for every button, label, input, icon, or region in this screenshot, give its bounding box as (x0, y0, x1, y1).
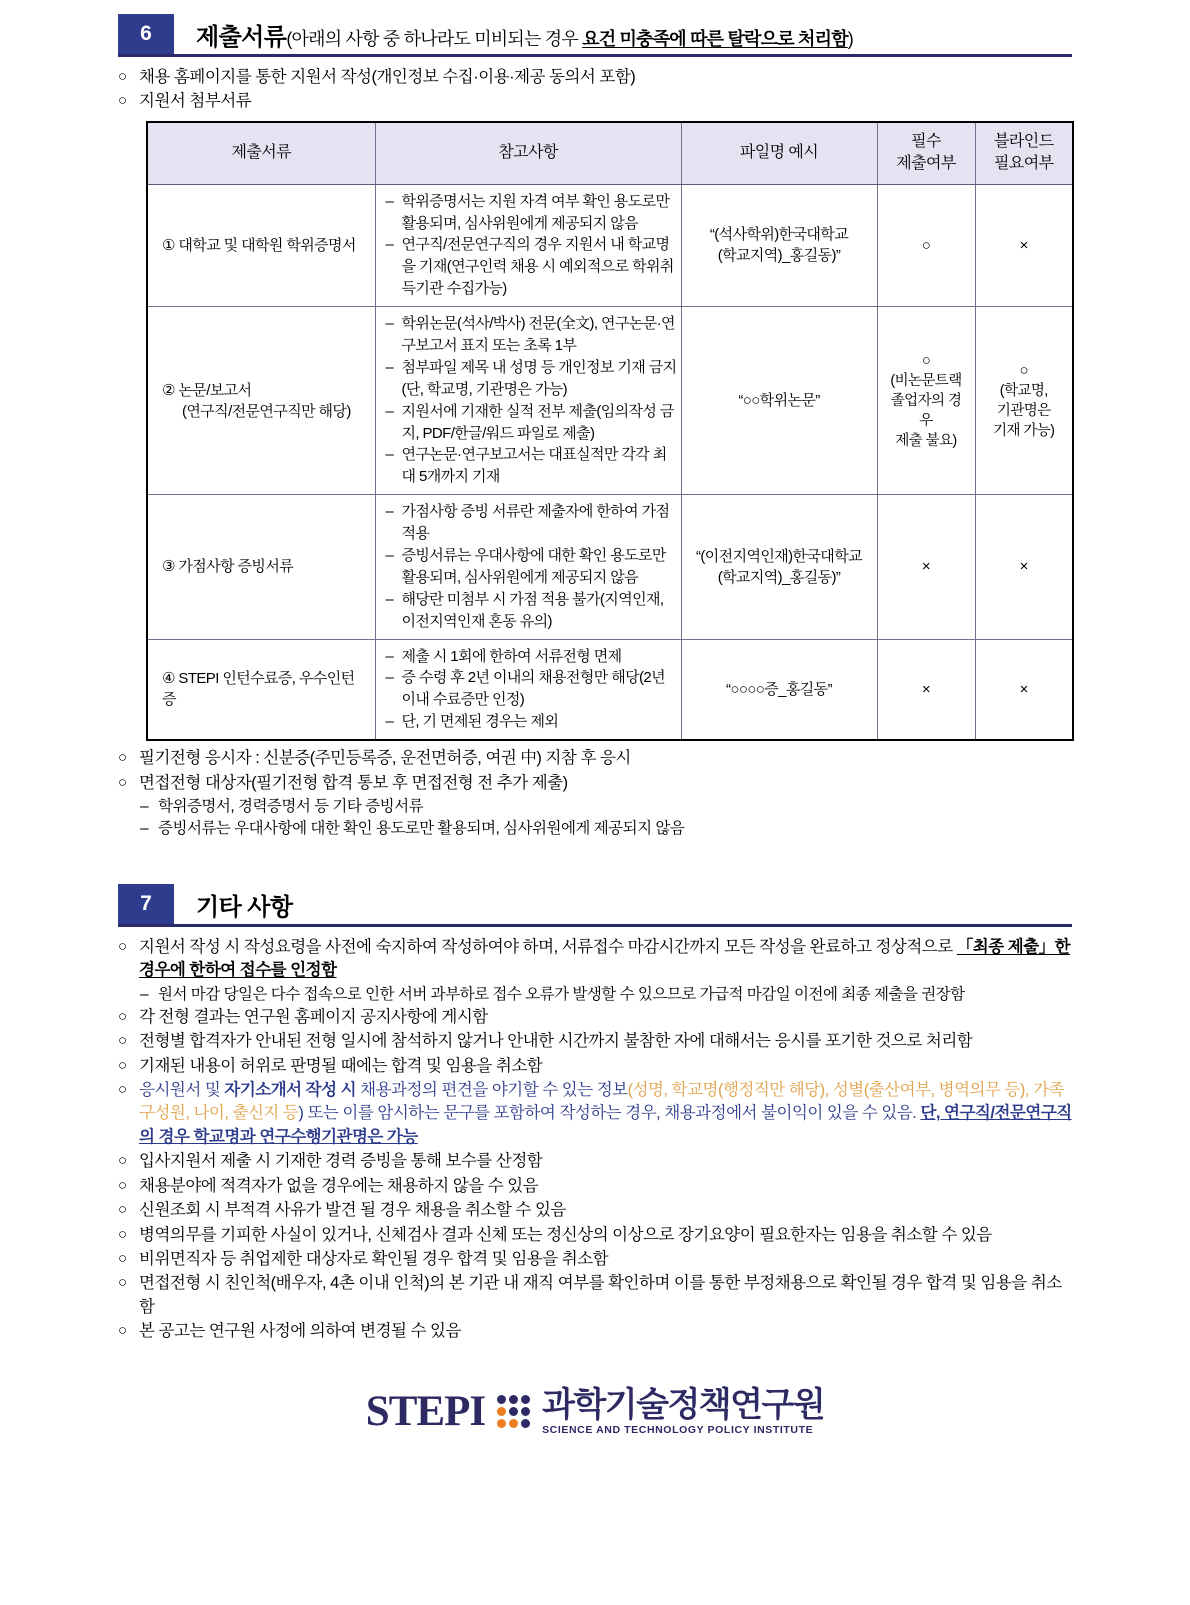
filename-line1: “(이전지역인재)한국대학교 (696, 547, 862, 565)
sub-bullet-text: 원서 마감 당일은 다수 접속으로 인한 서버 과부하로 접수 오류가 발생할 수 있으므로 가급적 마감일 이전에 최종 제출을 권장함 (158, 985, 965, 1003)
list-item (118, 66, 1072, 89)
note-text: 첨부파일 제목 내 성명 등 개인정보 기재 금지(단, 학교명, 기관명은 가능) (401, 358, 677, 398)
section-6-intro-bullets (118, 66, 1072, 114)
dash-icon: – (385, 647, 394, 665)
dash-icon: – (385, 446, 394, 464)
note-text: 학위논문(석사/박사) 전문(全文), 연구논문·연구보고서 표지 또는 초록 1부 (401, 315, 675, 354)
logo-text-block (542, 1385, 825, 1436)
column-header-notes: 참고사항 (375, 122, 681, 184)
logo-korean-name: 과학기술정책연구원 (542, 1385, 825, 1424)
blind-symbol: × (1019, 558, 1028, 576)
blind-symbol: ○ (1019, 362, 1028, 380)
table-row (147, 307, 1073, 495)
list-item-sub (118, 796, 1072, 818)
document-name-lead: ④ STEPI 인턴수료증, 우수인턴증 (162, 670, 355, 709)
note-line (386, 667, 677, 711)
filename-line1: “○○○○증_홍길동” (726, 680, 832, 698)
required-note-line2: 졸업자의 경우 (890, 393, 962, 430)
required-symbol: × (921, 680, 931, 698)
logo-dot (521, 1419, 530, 1428)
cell-blind (975, 639, 1073, 740)
sub-bullet-text: 증빙서류는 우대사항에 대한 확인 용도로만 활용되며, 심사위원에게 제공되지 않음 (158, 819, 685, 837)
bullet-text: 비위면직자 등 취업제한 대상자로 확인될 경우 합격 및 임용을 취소함 (139, 1250, 609, 1269)
bullet-text: 면접전형 대상자(필기전형 합격 통보 후 면접전형 전 추가 제출) (139, 773, 568, 792)
list-item (118, 936, 1072, 983)
note-text: 제출 시 1회에 한하여 서류전형 면제 (401, 647, 622, 665)
section-7-title-wrap (174, 884, 1072, 924)
document-name-lead: ② 논문/보고서 (162, 381, 252, 399)
note-line (386, 234, 677, 300)
section-6-number: 6 (118, 14, 174, 54)
dash-icon: – (385, 713, 394, 731)
logo-dot (521, 1395, 530, 1404)
item5-part1: 응시원서 및 (139, 1081, 225, 1100)
item5-orange: (성명, 학교명(행정직만 해당), 성별(출산여부, 병역의무 등), 가족구성원, 나이, 출신지 등 (139, 1081, 1064, 1123)
logo-dot (509, 1407, 518, 1416)
submission-documents-table (146, 121, 1074, 741)
dash-icon: – (140, 985, 149, 1003)
cell-required (877, 639, 975, 740)
circle-bullet-icon: ○ (118, 1032, 127, 1050)
bullet-text: 신원조회 시 부적격 사유가 발견 될 경우 채용을 취소할 수 있음 (139, 1201, 566, 1220)
filename-line2: (학교지역)_홍길동)” (717, 247, 841, 265)
bullet-text: 각 전형 결과는 연구원 홈페이지 공지사항에 게시함 (139, 1007, 488, 1026)
bullet-text: 면접전형 시 친인척(배우자, 4촌 이내 인척)의 본 기관 내 재직 여부를 확인하며 이를 통한 부정채용으로 확인될 경우 합격 및 임용을 취소함 (139, 1274, 1062, 1316)
stepi-wordmark: STEPI (365, 1387, 486, 1435)
note-text: 단, 기 면제된 경우는 제외 (401, 713, 559, 731)
dash-icon: – (140, 819, 149, 837)
circle-bullet-icon: ○ (118, 1201, 127, 1219)
column-header-blind-line1: 블라인드 (994, 132, 1054, 150)
list-item (118, 772, 1072, 795)
bullet-text: 기재된 내용이 허위로 판명될 때에는 합격 및 임용을 취소함 (139, 1056, 543, 1075)
sub-bullet-text: 학위증명서, 경력증명서 등 기타 증빙서류 (158, 797, 424, 815)
circle-bullet-icon: ○ (118, 1322, 127, 1340)
note-text: 증 수령 후 2년 이내의 채용전형만 해당(2년 이내 수료증만 인정) (401, 669, 666, 709)
bullet-text (139, 1079, 1072, 1149)
list-item (118, 747, 1072, 770)
table-row (147, 184, 1073, 306)
bullet-text: 지원서 첨부서류 (139, 92, 252, 111)
filename-line2: (학교지역)_홍길동)” (717, 568, 841, 586)
dash-icon: – (385, 590, 394, 608)
note-line (386, 313, 677, 357)
circle-bullet-icon: ○ (118, 68, 127, 85)
bullet-text: 전형별 합격자가 안내된 전형 일시에 참석하지 않거나 안내한 시간까지 불참한 자에 대해서는 응시를 포기한 것으로 처리함 (139, 1032, 973, 1051)
dash-icon: – (385, 546, 394, 564)
filename-line1: “○○학위논문” (738, 392, 820, 410)
note-text: 해당란 미첨부 시 가점 적용 불가(지역인재, 이전지역인재 혼동 유의) (401, 590, 664, 630)
section-6-after-bullets (118, 747, 1072, 840)
cell-filename-example (681, 495, 877, 639)
item5-bold-underline: 단, 연구직/전문연구직의 경우 학교명과 연구수행기관명은 가능 (139, 1104, 1072, 1146)
required-note-line3: 제출 불요) (895, 433, 957, 450)
note-text: 연구논문·연구보고서는 대표실적만 각각 최대 5개까지 기재 (401, 446, 667, 486)
section-6-title (196, 24, 853, 52)
logo-dot (497, 1395, 506, 1404)
document-name-sub: (연구직/전문연구직만 해당) (182, 402, 351, 420)
logo-english-name: SCIENCE AND TECHNOLOGY POLICY INSTITUTE (542, 1423, 814, 1436)
bullet-text: 필기전형 응시자 : 신분증(주민등록증, 운전면허증, 여권 中) 지참 후 응시 (139, 749, 631, 768)
logo-dots-icon (497, 1395, 530, 1428)
circle-bullet-icon: ○ (118, 1250, 127, 1268)
cell-required (877, 495, 975, 639)
cell-document-name (147, 184, 375, 306)
circle-bullet-icon: ○ (118, 1152, 127, 1170)
cell-filename-example (681, 307, 877, 495)
cell-blind (975, 184, 1073, 306)
circle-bullet-icon: ○ (118, 1081, 127, 1099)
note-line (386, 589, 677, 633)
blind-note (983, 381, 1066, 441)
list-item (118, 1320, 1072, 1343)
circle-bullet-icon: ○ (118, 1007, 127, 1025)
document-name-lead: ③ 가점사항 증빙서류 (162, 558, 294, 576)
list-item (118, 1224, 1072, 1247)
note-line (386, 357, 677, 401)
required-note (885, 371, 968, 451)
item1-line1: 지원서 작성 시 작성요령을 사전에 숙지하여 작성하여야 하며, 서류접수 마감시간까지 모든 작성을 완료하고 정상적으로 (139, 937, 953, 956)
note-line (386, 401, 677, 445)
logo-dot-orange (497, 1419, 506, 1428)
note-line (386, 444, 677, 488)
logo-dot-orange (497, 1407, 506, 1416)
dash-icon: – (385, 669, 394, 687)
cell-required (877, 307, 975, 495)
logo-dot (521, 1407, 530, 1416)
section-7-number: 7 (118, 884, 174, 924)
bullet-text: 채용 홈페이지를 통한 지원서 작성(개인정보 수집·이용·제공 동의서 포함) (139, 68, 636, 86)
cell-blind (975, 495, 1073, 639)
blind-note-line2: 기관명은 (996, 403, 1051, 420)
section-6-title-main: 제출서류 (196, 24, 287, 52)
logo-dot-orange (509, 1419, 518, 1428)
note-text: 가점사항 증빙 서류란 제출자에 한하여 가점 적용 (401, 503, 670, 543)
table-row (147, 495, 1073, 639)
column-header-blind-line2: 필요여부 (994, 155, 1054, 173)
note-text: 연구직/전문연구직의 경우 지원서 내 학교명을 기재(연구인력 채용 시 예외적으로 학위취득기관 수집가능) (401, 236, 674, 298)
note-text: 학위증명서는 지원 자격 여부 확인 용도로만 활용되며, 심사위원에게 제공되지 않음 (401, 192, 670, 232)
item5-bold: 자기소개서 작성 시 (224, 1081, 357, 1100)
section-6-subtitle-prefix: (아래의 사항 중 하나라도 미비되는 경우 (286, 29, 583, 50)
cell-required (877, 184, 975, 306)
footer-logo-area (118, 1385, 1072, 1436)
logo-dot (509, 1395, 518, 1404)
cell-document-name (147, 495, 375, 639)
note-line (386, 191, 677, 235)
list-item (118, 1272, 1072, 1319)
list-item (118, 1199, 1072, 1222)
list-item (118, 1150, 1072, 1173)
bullet-text: 본 공고는 연구원 사정에 의하여 변경될 수 있음 (139, 1322, 461, 1341)
column-header-required-line1: 필수 (911, 132, 941, 150)
cell-notes (375, 639, 681, 740)
circle-bullet-icon: ○ (118, 1274, 127, 1292)
required-symbol: × (921, 558, 931, 576)
column-header-required (877, 122, 975, 184)
dash-icon: – (140, 797, 149, 815)
list-item (118, 1006, 1072, 1029)
list-item (118, 1055, 1072, 1078)
cell-notes (375, 184, 681, 306)
list-item (118, 1175, 1072, 1198)
item5-part3: 채용과정의 편견을 야기할 수 있는 정보 (356, 1081, 628, 1100)
circle-bullet-icon: ○ (118, 1056, 127, 1074)
column-header-document: 제출서류 (147, 122, 375, 184)
section-7-header (118, 884, 1072, 927)
circle-bullet-icon: ○ (118, 1225, 127, 1243)
bullet-text (139, 936, 1072, 983)
section-6-subtitle-emphasis: 요건 미충족에 따른 탈락으로 처리함 (582, 29, 848, 50)
circle-bullet-icon: ○ (118, 749, 127, 767)
list-item (118, 90, 1072, 113)
document-name-lead: ① 대학교 및 대학원 학위증명서 (162, 236, 356, 254)
list-item (118, 1248, 1072, 1271)
circle-bullet-icon: ○ (118, 1176, 127, 1194)
list-item-sub (118, 984, 1072, 1006)
dash-icon: – (385, 236, 394, 254)
section-6-header (118, 14, 1072, 57)
cell-filename-example (681, 184, 877, 306)
cell-filename-example (681, 639, 877, 740)
column-header-required-line2: 제출여부 (896, 155, 956, 173)
note-text: 지원서에 기재한 실적 전부 제출(임의작성 금지, PDF/한글/워드 파일로 제출) (401, 402, 674, 442)
cell-notes (375, 495, 681, 639)
table-body (147, 184, 1073, 740)
note-line (386, 646, 677, 668)
blind-symbol: × (1019, 680, 1028, 698)
note-line (386, 545, 677, 589)
dash-icon: – (385, 192, 394, 210)
bullet-text: 채용분야에 적격자가 없을 경우에는 채용하지 않을 수 있음 (139, 1176, 539, 1195)
blind-note-line3: 기재 가능) (993, 423, 1055, 440)
circle-bullet-icon: ○ (118, 937, 127, 955)
required-symbol: ○ (921, 236, 931, 254)
dash-icon: – (385, 402, 394, 420)
blind-note-line1: (학교명, (999, 383, 1048, 400)
required-note-line1: (비논문트랙 (890, 373, 962, 390)
column-header-blind (975, 122, 1073, 184)
section-7-title: 기타 사항 (196, 894, 293, 922)
cell-notes (375, 307, 681, 495)
table-row (147, 639, 1073, 740)
cell-document-name (147, 307, 375, 495)
filename-line1: “(석사학위)한국대학교 (709, 226, 849, 244)
column-header-filename: 파일명 예시 (681, 122, 877, 184)
required-symbol: ○ (921, 352, 931, 370)
cell-blind (975, 307, 1073, 495)
list-item-highlighted (118, 1079, 1072, 1149)
section-spacer (118, 840, 1072, 884)
bullet-text: 병역의무를 기피한 사실이 있거나, 신체검사 결과 신체 또는 정신상의 이상으로 장기요양이 필요한자는 임용을 취소할 수 있음 (139, 1225, 992, 1244)
circle-bullet-icon: ○ (118, 773, 127, 791)
cell-document-name (147, 639, 375, 740)
section-6-subtitle-suffix: ) (847, 29, 853, 50)
dash-icon: – (385, 315, 394, 333)
blind-symbol: × (1019, 236, 1028, 254)
note-line (386, 501, 677, 545)
note-line (386, 711, 677, 733)
dash-icon: – (385, 358, 394, 376)
list-item-sub (118, 818, 1072, 840)
dash-icon: – (385, 503, 394, 521)
stepi-logo (365, 1385, 825, 1436)
table-header-row (147, 122, 1073, 184)
bullet-text: 입사지원서 제출 시 기재한 경력 증빙을 통해 보수를 산정함 (139, 1152, 543, 1171)
item1-emphasis: 「최종 제출」한 경우에 한하여 접수를 인정함 (139, 937, 1071, 980)
list-item (118, 1030, 1072, 1053)
section-7-bullets (118, 936, 1072, 1344)
circle-bullet-icon: ○ (118, 92, 127, 110)
table-header (147, 122, 1073, 184)
note-text: 증빙서류는 우대사항에 대한 확인 용도로만 활용되며, 심사위원에게 제공되지 않음 (401, 546, 666, 586)
item5-part5: ) 또는 이를 암시하는 문구를 포함하여 작성하는 경우, 채용과정에서 불이익이 있을 수 있음. (298, 1104, 921, 1123)
section-6-title-wrap (174, 14, 1072, 54)
